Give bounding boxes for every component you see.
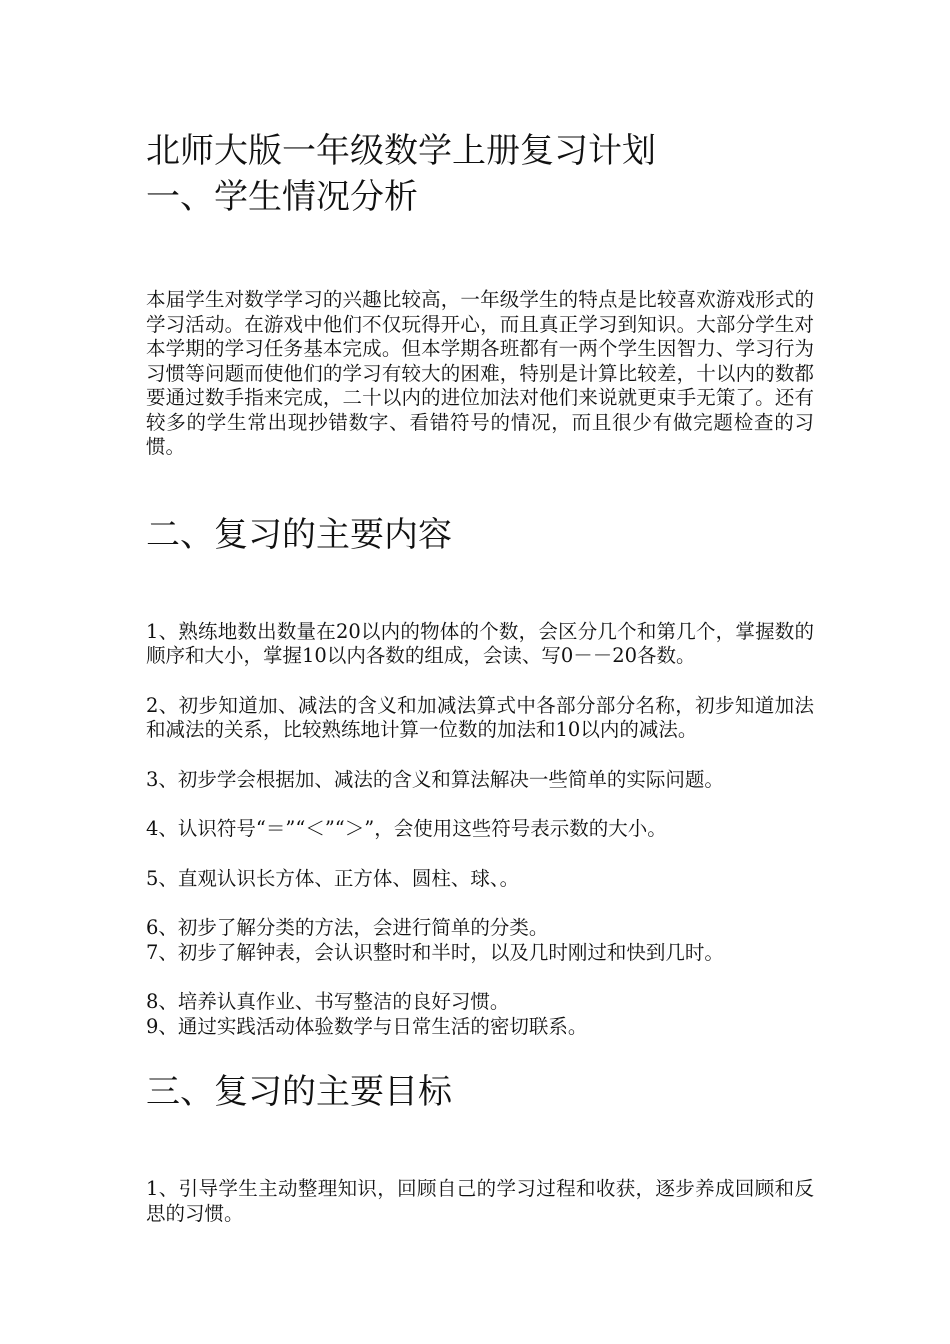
content-item-9: 9、通过实践活动体验数学与日常生活的密切联系。 — [146, 1014, 588, 1038]
goal-item-1: 1、引导学生主动整理知识，回顾自己的学习过程和收获，逐步养成回顾和反思的习惯。 — [146, 1177, 814, 1225]
section-heading-analysis: 一、学生情况分析 — [146, 177, 418, 217]
document-title: 北师大版一年级数学上册复习计划 — [146, 131, 656, 171]
content-item-8: 8、培养认真作业、书写整洁的良好习惯。 — [146, 990, 510, 1013]
content-item-3: 3、初步学会根据加、减法的含义和算法解决一些简单的实际问题。 — [146, 767, 724, 791]
content-item-6: 6、初步了解分类的方法，会进行简单的分类。 — [146, 916, 549, 939]
section-heading-content: 二、复习的主要内容 — [146, 514, 452, 555]
content-item-4: 4、认识符号“＝”“＜”“＞”，会使用这些符号表示数的大小。 — [146, 817, 667, 840]
content-item-5: 5、直观认识长方体、正方体、圆柱、球、。 — [146, 866, 520, 890]
section-heading-goals: 三、复习的主要目标 — [146, 1072, 452, 1112]
document-page — [146, 128, 814, 1226]
content-item-2: 2、初步知道加、减法的含义和加减法算式中各部分部分名称，初步知道加法和减法的关系，比较熟练地计算一位数的加法和10以内的减法。 — [146, 693, 814, 741]
analysis-paragraph: 本届学生对数学学习的兴趣比较高，一年级学生的特点是比较喜欢游戏形式的学习活动。在游戏中他们不仅玩得开心，而且真正学习到知识。大部分学生对本学期的学习任务基本完成。但本学期各班都有一两个学生因智力、学习行为习惯等问题而使他们的学习有较大的困难，特别是计算比较差，十以内的数都要通过数手指来完成，二十以内的进位加法对他们来说就更束手无策了。还有较多的学生常出现抄错数字、看错符号的情况，而且很少有做完题检查的习惯。 — [146, 288, 814, 458]
content-item-7: 7、初步了解钟表，会认识整时和半时，以及几时刚过和快到几时。 — [146, 940, 724, 964]
content-item-1: 1、熟练地数出数量在20以内的物体的个数，会区分几个和第几个，掌握数的顺序和大小，掌握10以内各数的组成，会读、写0－－20各数。 — [146, 619, 814, 667]
